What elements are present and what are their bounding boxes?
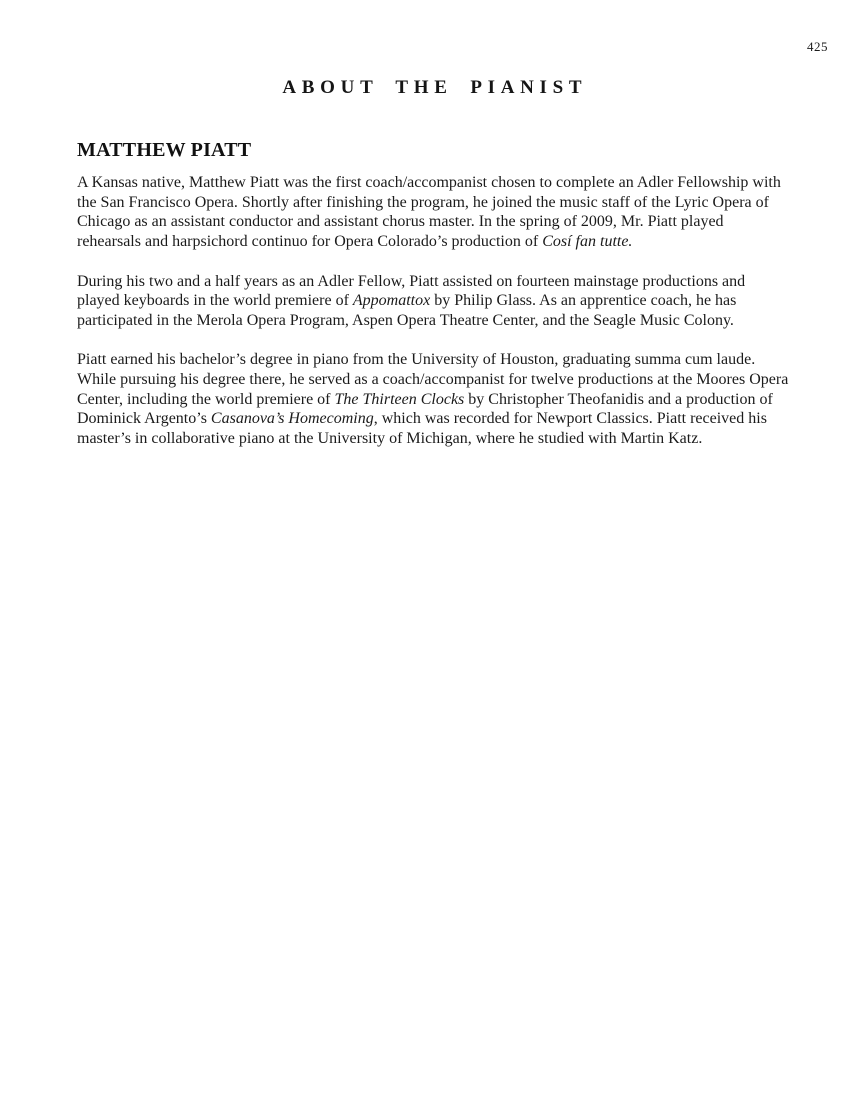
italic-text-segment: Cosí fan tutte. bbox=[542, 233, 633, 251]
italic-text-segment: The Thirteen Clocks bbox=[334, 390, 465, 408]
biography-text bbox=[77, 173, 791, 469]
section-heading: MATTHEW PIATT bbox=[77, 139, 252, 161]
text-segment: by Philip Glass. As an apprentice coach, he has participated in the Merola Opera Program, Aspen Opera Theatre Center, and the Seagle Music Colony. bbox=[77, 292, 737, 329]
page-title: ABOUT THE PIANIST bbox=[282, 77, 588, 98]
text-segment: , which was recorded for Newport Classics. Piatt received his master’s in collaborative piano at the University of Michigan, where he studied with Martin Katz. bbox=[77, 410, 767, 448]
text-segment: by Christopher Theofanidis and a production of Dominick Argento’s bbox=[77, 390, 773, 428]
text-segment: During his two and a half years as an Adler Fellow, Piatt assisted on fourteen mainstage productions and played keyboards in the world premiere of bbox=[77, 272, 746, 310]
page-number: 425 bbox=[807, 39, 828, 54]
paragraph bbox=[77, 350, 791, 449]
paragraph bbox=[77, 173, 791, 252]
text-segment: Piatt earned his bachelor’s degree in piano from the University of Houston, graduating summa cum laude. While pursuing his degree there, he served as a coach/accompanist for twelve productions at the Moores Opera Center, including the world premiere of bbox=[77, 351, 789, 408]
italic-text-segment: Appomattox bbox=[352, 292, 431, 310]
paragraph bbox=[77, 272, 791, 331]
italic-text-segment: Casanova’s Homecoming bbox=[210, 410, 374, 428]
text-segment: A Kansas native, Matthew Piatt was the first coach/accompanist chosen to complete an Adler Fellowship with the San Francisco Opera. Shortly after finishing the program, he joined the music staff of the Lyric Opera of Chicago as an assistant conductor and assistant chorus master. In the spring of 2009, Mr. Piatt played rehearsals and harpsichord continuo for Opera Colorado’s production of bbox=[77, 174, 781, 251]
